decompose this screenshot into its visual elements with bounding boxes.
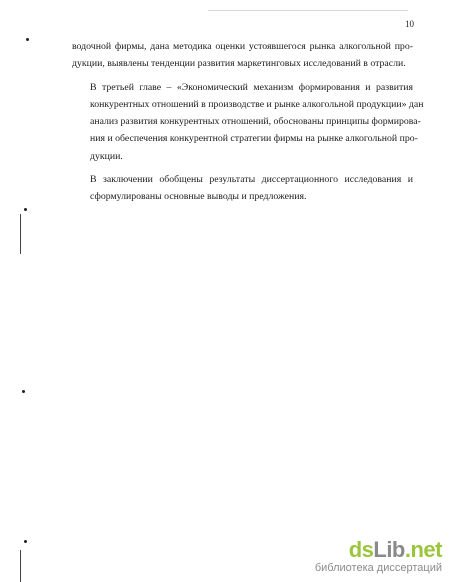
scan-dot bbox=[24, 540, 27, 543]
top-rule bbox=[208, 10, 408, 11]
scan-line bbox=[20, 550, 21, 582]
text-line: конкурентных отношений в производстве и рынке алкогольной продукции» дан bbox=[90, 98, 424, 110]
text-line: ния и обеспечения конкурентной стратегии фирмы на рынке алкогольной про- bbox=[90, 133, 418, 145]
text-line: анализ развития конкурентных отношений, обоснованы принципы формирова- bbox=[90, 116, 421, 128]
watermark-logo: dsLib.net bbox=[348, 537, 442, 562]
text-line: водочной фирмы, дана методика оценки устоявшегося рынка алкогольной про- bbox=[72, 41, 413, 52]
text-line: дукции. bbox=[90, 150, 123, 162]
scan-line bbox=[20, 214, 21, 254]
scan-dot bbox=[22, 390, 25, 393]
watermark bbox=[315, 539, 442, 574]
watermark-subtitle: библиотека диссертаций bbox=[314, 562, 442, 574]
text-line: В заключении обобщены результаты диссертационного исследования и bbox=[90, 174, 413, 186]
scan-dot bbox=[26, 38, 29, 41]
scan-dot bbox=[24, 208, 27, 211]
text-line: дукции, выявлены тенденции развития маркетинговых исследований в отрасли. bbox=[72, 58, 406, 70]
paragraph-1 bbox=[72, 38, 413, 73]
page-number: 10 bbox=[405, 19, 414, 29]
text-line: В третьей главе – «Экономический механизм формирования и развития bbox=[90, 81, 413, 93]
body-text bbox=[72, 38, 424, 212]
paragraph-2 bbox=[72, 79, 424, 165]
text-line: сформулированы основные выводы и предложения. bbox=[90, 191, 307, 203]
paragraph-3 bbox=[72, 171, 413, 206]
